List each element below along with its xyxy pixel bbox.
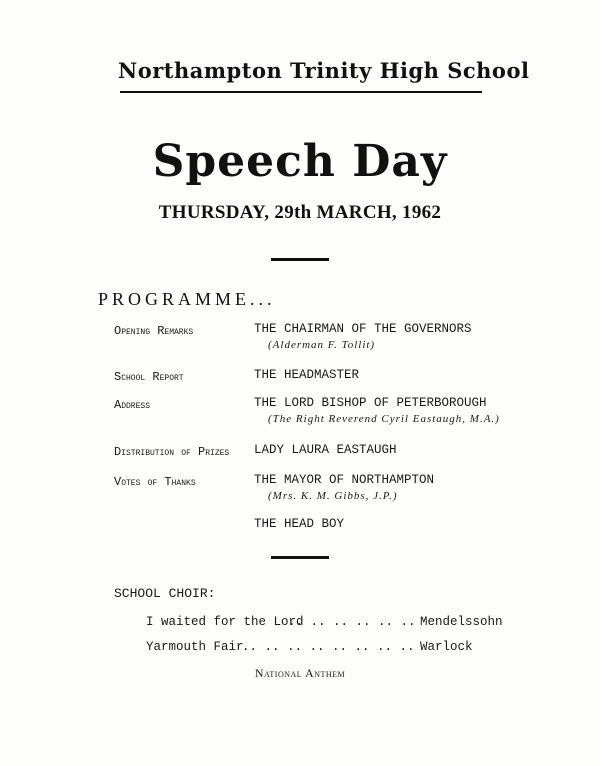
item-label: Address <box>114 398 151 412</box>
choir-song-row <box>0 615 600 633</box>
item-label: Distribution of Prizes <box>114 445 230 459</box>
item-person: THE HEADMASTER <box>254 368 360 382</box>
divider-rule <box>271 258 329 261</box>
item-note: (Alderman F. Tollit) <box>268 339 376 351</box>
item-label: Opening Remarks <box>114 324 194 338</box>
dot-leader: .. .. .. .. .. .. <box>288 615 416 629</box>
school-name-underline <box>120 91 482 93</box>
item-person: THE LORD BISHOP OF PETERBOROUGH <box>254 396 487 410</box>
item-note: (The Right Reverend Cyril Eastaugh, M.A.) <box>268 413 500 425</box>
song-composer: Warlock <box>420 640 473 654</box>
event-date: THURSDAY, 29th MARCH, 1962 <box>158 202 442 223</box>
item-person: THE CHAIRMAN OF THE GOVERNORS <box>254 322 472 336</box>
choir-song-row <box>0 640 600 658</box>
item-person: THE MAYOR OF NORTHAMPTON <box>254 473 435 487</box>
song-title: I waited for the Lord <box>146 615 304 629</box>
song-title: Yarmouth Fair <box>146 640 244 654</box>
item-person: LADY LAURA EASTAUGH <box>254 443 397 457</box>
item-label: School Report <box>114 370 184 384</box>
item-person: THE HEAD BOY <box>254 517 345 531</box>
item-label: Votes of Thanks <box>114 475 196 489</box>
item-note: (Mrs. K. M. Gibbs, J.P.) <box>268 490 398 502</box>
programme-heading: PROGRAMME... <box>98 289 276 309</box>
school-name: Northampton Trinity High School <box>118 58 530 83</box>
divider-rule <box>271 556 329 559</box>
dot-leader: .. .. .. .. .. .. .. .. <box>242 640 415 654</box>
song-composer: Mendelssohn <box>420 615 503 629</box>
choir-heading: SCHOOL CHOIR: <box>114 586 216 601</box>
national-anthem: National Anthem <box>254 666 346 680</box>
event-title: Speech Day <box>152 136 448 187</box>
